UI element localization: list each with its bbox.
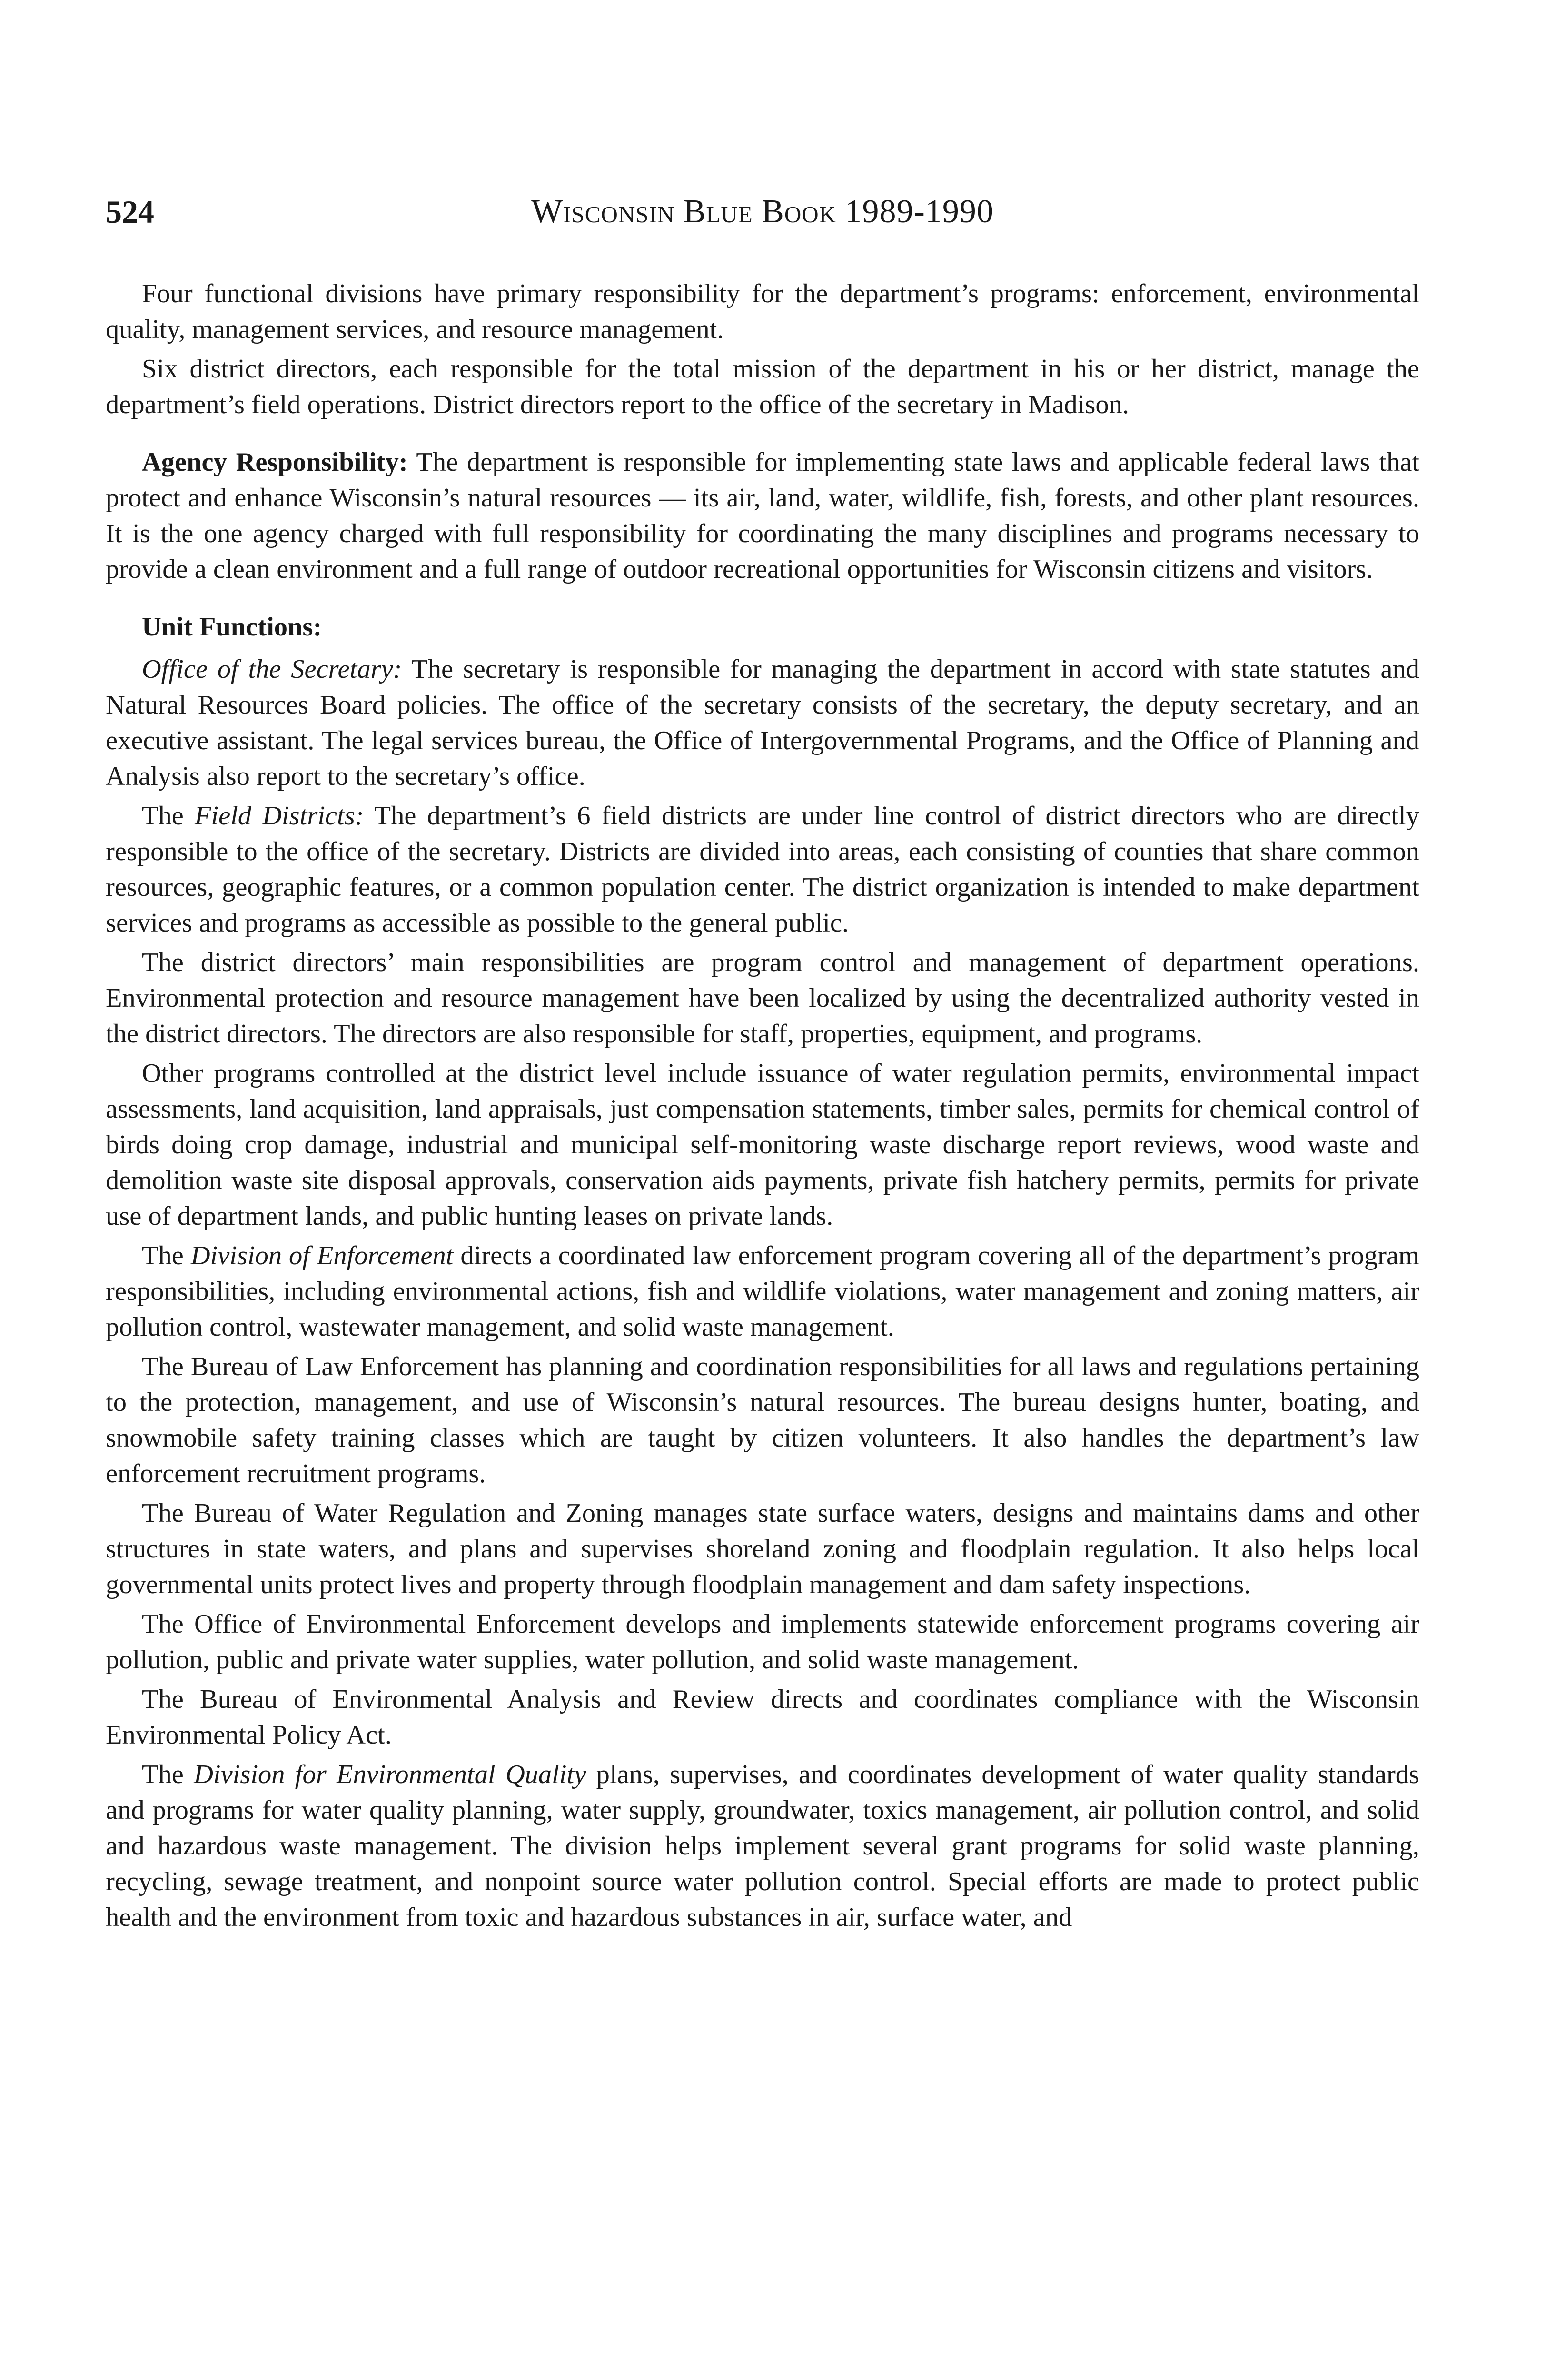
agency-responsibility-heading: Agency Responsibility: xyxy=(142,447,408,477)
environmental-quality-text: plans, supervises, and coordinates development of water quality standards and programs for water quality planning, water supply, groundwater, toxics management, air pollution control, and solid and hazardous waste management. The division helps implement several grant programs for solid waste planning, recycling, sewage treatment, and nonpoint source water pollution control. Special efforts are made to protect public health and the environment from toxic and hazardous substances in air, surface water, and xyxy=(106,1760,1419,1932)
paragraph-office-of-secretary xyxy=(106,652,1419,794)
division-enforcement-text: directs a coordinated law enforcement program covering all of the department’s program responsibilities, including environmental actions, fish and wildlife violations, water management and zoning matters, air pollution control, wastewater management, and solid waste management. xyxy=(106,1241,1420,1342)
page-number: 524 xyxy=(106,194,154,230)
paragraph-division-enforcement xyxy=(106,1238,1419,1345)
field-districts-prefix: The xyxy=(142,801,195,831)
environmental-quality-label: Division for Environmental Quality xyxy=(194,1760,586,1789)
office-of-secretary-text: The secretary is responsible for managing the department in accord with state statutes and Natural Resources Board policies. The office of the secretary consists of the secretary, the deputy secretary, and an executive assistant. The legal services bureau, the Office of Intergovernmental Programs, and the Office of Planning and Analysis also report to the secretary’s office. xyxy=(106,654,1419,791)
paragraph-environmental-quality xyxy=(106,1757,1419,1935)
paragraph-agency-responsibility xyxy=(106,445,1419,587)
paragraph-water-regulation: The Bureau of Water Regulation and Zoning manages state surface waters, designs and maintains dams and other structures in state waters, and plans and supervises shoreland zoning and floodplain regulation. It also helps local governmental units protect lives and property through floodplain management and dam safety inspections. xyxy=(106,1498,1419,1599)
office-of-secretary-label: Office of the Secretary: xyxy=(142,654,402,684)
paragraph-district-directors: Six district directors, each responsible for the total mission of the department in his or her district, manage the department’s field operations. District directors report to the office of the secretary in Madison. xyxy=(106,354,1419,419)
division-enforcement-prefix: The xyxy=(142,1241,191,1270)
field-districts-text: The department’s 6 field districts are under line control of district directors who are directly responsible to the office of the secretary. Districts are divided into areas, each consisting of counties that share common resources, geographic features, or a common population center. The district organization is intended to make department services and programs as accessible as possible to the general public. xyxy=(106,801,1419,938)
division-enforcement-label: Division of Enforcement xyxy=(190,1241,454,1270)
paragraph-law-enforcement: The Bureau of Law Enforcement has planning and coordination responsibilities for all laws and regulations pertaining to the protection, management, and use of Wisconsin’s natural resources. The bureau designs hunter, boating, and snowmobile safety training classes which are taught by citizen volunteers. It also handles the department’s law enforcement recruitment programs. xyxy=(106,1352,1419,1488)
paragraph-other-programs: Other programs controlled at the district level include issuance of water regulation permits, environmental impact assessments, land acquisition, land appraisals, just compensation statements, timber sales, permits for chemical control of birds doing crop damage, industrial and municipal self-monitoring waste discharge report reviews, wood waste and demolition waste site disposal approvals, conservation aids payments, private fish hatchery permits, permits for private use of department lands, and public hunting leases on private lands. xyxy=(106,1059,1419,1231)
paragraph-divisions: Four functional divisions have primary responsibility for the department’s programs: enforcement, environmental quality, management services, and resource management. xyxy=(106,279,1419,344)
paragraph-environmental-analysis: The Bureau of Environmental Analysis and Review directs and coordinates compliance with the Wisconsin Environmental Policy Act. xyxy=(106,1685,1419,1750)
page-header xyxy=(106,186,1419,238)
field-districts-label: Field Districts: xyxy=(194,801,364,831)
paragraph-director-responsibilities: The district directors’ main responsibilities are program control and management of department operations. Environmental protection and resource management have been localized by using the decentralized authority vested in the district directors. The directors are also responsible for staff, properties, equipment, and programs. xyxy=(106,948,1419,1049)
paragraph-environmental-enforcement: The Office of Environmental Enforcement develops and implements statewide enforcement programs covering air pollution, public and private water supplies, water pollution, and solid waste management. xyxy=(106,1609,1419,1675)
agency-responsibility-text: The department is responsible for implementing state laws and applicable federal laws that protect and enhance Wisconsin’s natural resources — its air, land, water, wildlife, fish, forests, and other plant resources. It is the one agency charged with full responsibility for coordinating the many disciplines and programs necessary to provide a clean environment and a full range of outdoor recreational opportunities for Wisconsin citizens and visitors. xyxy=(106,447,1419,584)
running-title: Wisconsin Blue Book 1989-1990 xyxy=(531,193,994,230)
unit-functions-heading: Unit Functions: xyxy=(142,612,322,642)
paragraph-field-districts xyxy=(106,798,1419,941)
page-body xyxy=(106,276,1419,1939)
environmental-quality-prefix: The xyxy=(142,1760,194,1789)
